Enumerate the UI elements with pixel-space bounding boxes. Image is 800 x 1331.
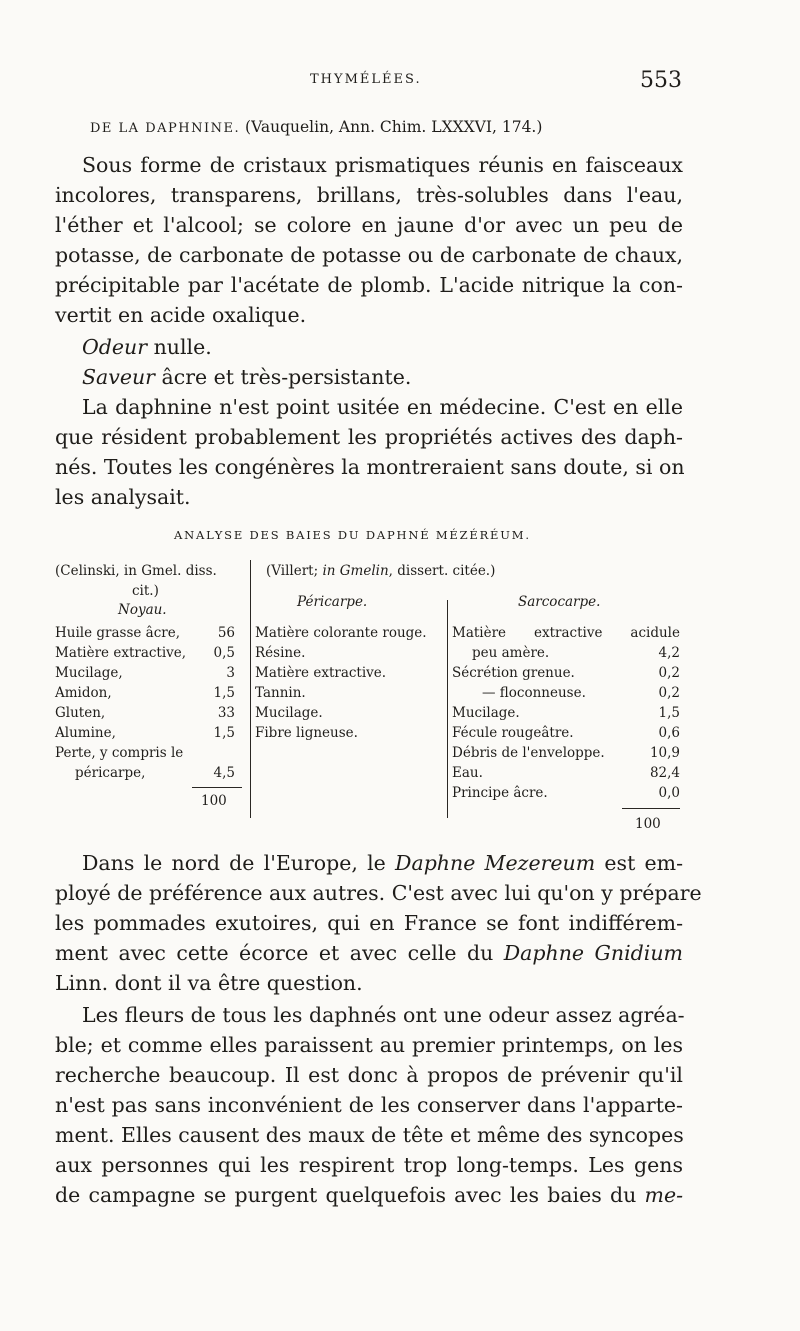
col1-row-name: Matière extractive, <box>55 645 187 661</box>
col2-row: Résine. <box>255 645 306 661</box>
col2-row: Matière extractive. <box>255 665 387 681</box>
col3-row-name: — floconneuse. <box>482 685 586 701</box>
col3-row-name: Mucilage. <box>452 705 520 721</box>
page-number: 553 <box>640 68 682 93</box>
col2-row: Mucilage. <box>255 705 323 721</box>
section-source: (Vauquelin, Ann. Chim. LXXXVI, 174.) <box>245 118 543 136</box>
paragraph-line: La daphnine n'est point usitée en médecine. C'est en elle <box>82 395 683 419</box>
column-divider <box>447 600 448 818</box>
col1-row-value: 3 <box>226 665 235 681</box>
col1-row-name: Huile grasse âcre, <box>55 625 181 641</box>
odeur-line <box>82 332 683 362</box>
table-title: ANALYSE DES BAIES DU DAPHNÉ MÉZÉRÉUM. <box>174 528 531 542</box>
col2-source: (Villert; in Gmelin, dissert. citée.) <box>266 563 496 579</box>
col3-row-value: 0,0 <box>658 785 680 801</box>
col2-heading <box>297 594 367 610</box>
col3-row-value: 0,6 <box>658 725 680 741</box>
col1-row-name: péricarpe, <box>75 765 146 781</box>
col3-row-value: 0,2 <box>658 665 680 681</box>
col3-row-name: Fécule rougeâtre. <box>452 725 574 741</box>
paragraph-line: incolores, transparens, brillans, très-solubles dans l'eau, <box>55 183 683 207</box>
col3-row-name: peu amère. <box>472 645 550 661</box>
odeur-value: nulle. <box>147 335 212 359</box>
col3-row-name: Sécrétion grenue. <box>452 665 575 681</box>
odeur-label: Odeur <box>82 335 148 359</box>
col2-row: Matière colorante rouge. <box>255 625 427 641</box>
paragraph-line: recherche beaucoup. Il est donc à propos de prévenir qu'il <box>55 1063 683 1087</box>
col3-row-value: 1,5 <box>658 705 680 721</box>
col1-row-value: 4,5 <box>213 765 235 781</box>
italic-species: Daphne Gnidium <box>503 941 683 965</box>
column-divider <box>250 560 251 818</box>
col1-row-name: Mucilage, <box>55 665 123 681</box>
saveur-label: Saveur <box>82 365 155 389</box>
col3-row-value: 0,2 <box>658 685 680 701</box>
running-header-title: THYMÉLÉES. <box>310 72 422 87</box>
col3-row-value: 10,9 <box>649 745 680 761</box>
col3-row-value: 82,4 <box>649 765 680 781</box>
paragraph-line: nés. Toutes les congénères la montreraient sans doute, si on <box>55 455 685 479</box>
paragraph-line: de campagne se purgent quelquefois avec les baies du me- <box>55 1183 683 1207</box>
col2-row: Fibre ligneuse. <box>255 725 358 741</box>
paragraph-line: ployé de préférence aux autres. C'est avec lui qu'on y prépare <box>55 881 702 905</box>
col1-total: 100 <box>201 793 227 809</box>
paragraph-line: précipitable par l'acétate de plomb. L'acide nitrique la con- <box>55 273 683 297</box>
col1-heading <box>118 602 167 618</box>
paragraph-line: ment. Elles causent des maux de tête et même des syncopes <box>55 1123 684 1147</box>
col3-row-name: Eau. <box>452 765 483 781</box>
paragraph-line: que résident probablement les propriétés actives des daph- <box>55 425 683 449</box>
col1-row-value: 56 <box>217 625 235 641</box>
paragraph-line: Sous forme de cristaux prismatiques réunis en faisceaux <box>82 153 683 177</box>
paragraph-line: Linn. dont il va être question. <box>55 971 363 995</box>
col3-total-rule <box>622 808 680 809</box>
paragraph-line: Dans le nord de l'Europe, le Daphne Mezereum est em- <box>82 851 684 875</box>
saveur-line <box>82 362 683 392</box>
col1-total-rule <box>192 787 242 788</box>
col1-row-value: 1,5 <box>213 685 235 701</box>
italic-species: Daphne Mezereum <box>395 851 596 875</box>
col1-row-name: Gluten, <box>55 705 106 721</box>
paragraph-line: n'est pas sans inconvénient de les conserver dans l'apparte- <box>55 1093 683 1117</box>
col1-source-cont: cit.) <box>132 583 159 599</box>
col1-row-value: 1,5 <box>213 725 235 741</box>
paragraph-line: l'éther et l'alcool; se colore en jaune d'or avec un peu de <box>55 213 683 237</box>
col1-source: (Celinski, in Gmel. diss. <box>55 563 217 579</box>
paragraph-line: potasse, de carbonate de potasse ou de carbonate de chaux, <box>55 243 683 267</box>
col1-heading-text: Noyau. <box>118 602 167 618</box>
section-heading <box>90 118 542 136</box>
paragraph-line: les pommades exutoires, qui en France se font indifférem- <box>55 911 683 935</box>
section-label: DE LA DAPHNINE. <box>90 121 241 136</box>
paragraph-line: ment avec cette écorce et avec celle du Daphne Gnidium <box>55 941 683 965</box>
col1-row-name: Alumine, <box>55 725 116 741</box>
col3-row-name: Principe âcre. <box>452 785 548 801</box>
saveur-value: âcre et très-persistante. <box>154 365 412 389</box>
paragraph-line: Les fleurs de tous les daphnés ont une odeur assez agréa- <box>82 1003 685 1027</box>
col3-row-name: Matière extractive acidule <box>452 625 680 641</box>
col1-row-value: 0,5 <box>213 645 235 661</box>
col1-row-name: Amidon, <box>55 685 112 701</box>
col3-row-name: Débris de l'enveloppe. <box>452 745 605 761</box>
paragraph-line: vertit en acide oxalique. <box>55 303 307 327</box>
col3-heading-text: Sarcocarpe. <box>518 594 601 610</box>
col3-row-value: 4,2 <box>658 645 680 661</box>
paragraph-line: ble; et comme elles paraissent au premier printemps, on les <box>55 1033 683 1057</box>
col2-heading-text: Péricarpe. <box>297 594 368 610</box>
col3-heading <box>518 594 600 610</box>
col1-row-name: Perte, y compris le <box>55 745 184 761</box>
col3-total: 100 <box>635 816 661 832</box>
col1-row-value: 33 <box>217 705 235 721</box>
paragraph-line: les analysait. <box>55 485 191 509</box>
col2-row: Tannin. <box>255 685 306 701</box>
paragraph-line: aux personnes qui les respirent trop long-temps. Les gens <box>55 1153 683 1177</box>
